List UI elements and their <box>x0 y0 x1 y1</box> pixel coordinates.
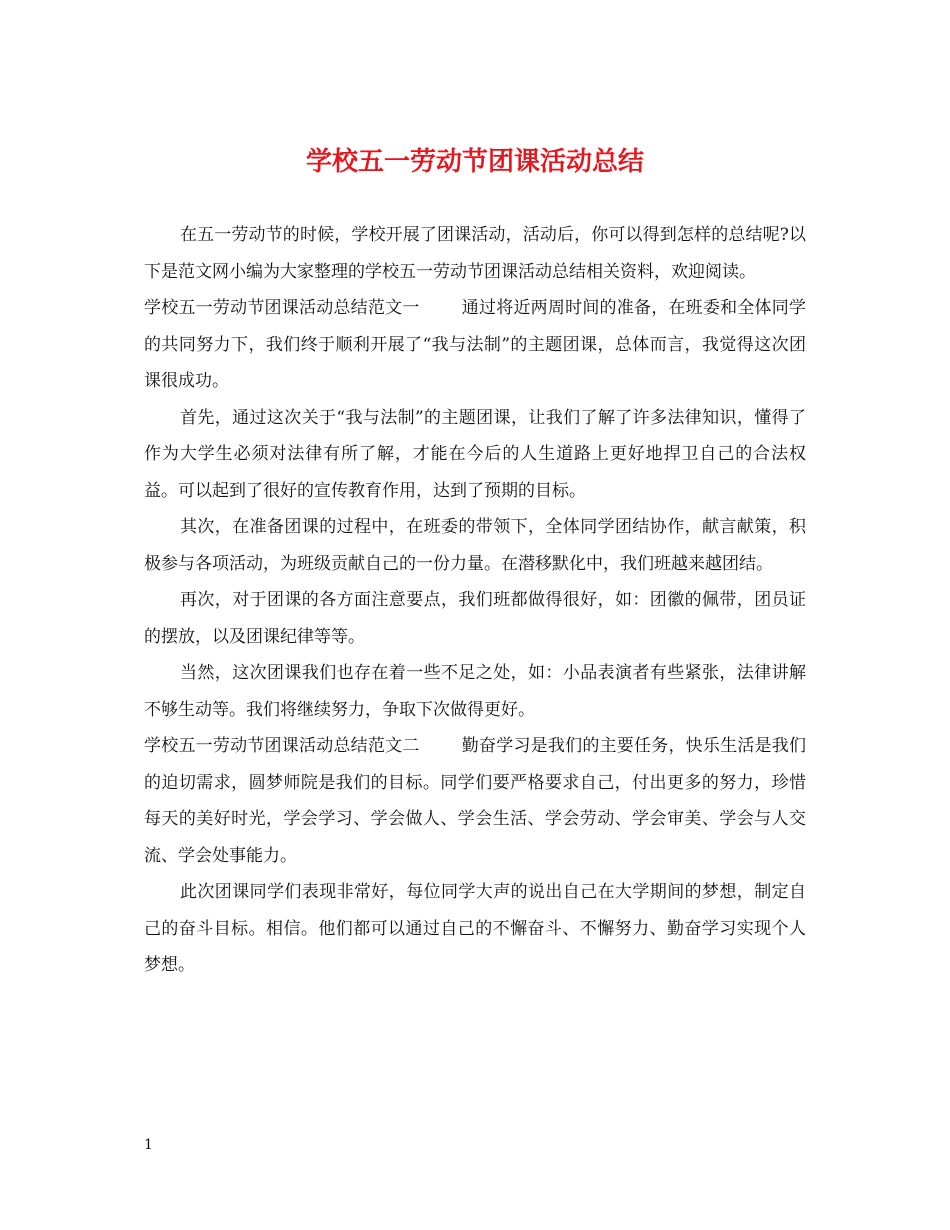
body-paragraph <box>144 509 806 582</box>
document-body <box>144 217 806 984</box>
body-paragraph <box>144 655 806 728</box>
body-paragraph <box>144 874 806 984</box>
paragraph-text: 勤奋学习是我们的主要任务，快乐生活是我们的迫切需求，圆梦师院是我们的目标。同学们要严格要求自己，付出更多的努力，珍惜每天的美好时光，学会学习、学会做人、学会生活、学会劳动、学会审美、学会与人交流、学会处事能力。 <box>144 736 807 866</box>
intro-paragraph <box>144 217 806 290</box>
paragraph-text: 再次，对于团课的各方面注意要点，我们班都做得很好，如：团徽的佩带，团员证的摆放，以及团课纪律等等。 <box>144 590 806 647</box>
section-heading: 学校五一劳动节团课活动总结范文二 <box>144 736 420 756</box>
paragraph-text: 当然，这次团课我们也存在着一些不足之处，如：小品表演者有些紧张，法律讲解不够生动等。我们将继续努力，争取下次做得更好。 <box>144 663 806 720</box>
paragraph-text: 此次团课同学们表现非常好，每位同学大声的说出自己在大学期间的梦想，制定自己的奋斗目标。相信。他们都可以通过自己的不懈奋斗、不懈努力、勤奋学习实现个人梦想。 <box>144 882 806 975</box>
body-paragraph <box>144 400 806 510</box>
paragraph-text: 通过将近两周时间的准备，在班委和全体同学的共同努力下，我们终于顺利开展了“我与法制”的主题团课，总体而言，我觉得这次团课很成功。 <box>144 298 807 391</box>
section-two-paragraph <box>144 728 806 874</box>
document-title: 学校五一劳动节团课活动总结 <box>305 147 644 177</box>
body-paragraph <box>144 582 806 655</box>
paragraph-text: 其次，在准备团课的过程中，在班委的带领下，全体同学团结协作，献言献策，积极参与各项活动，为班级贡献自己的一份力量。在潜移默化中，我们班越来越团结。 <box>144 517 806 574</box>
section-one-paragraph <box>144 290 806 400</box>
paragraph-text: 首先，通过这次关于“我与法制”的主题团课，让我们了解了许多法律知识，懂得了作为大学生必须对法律有所了解，才能在今后的人生道路上更好地捍卫自己的合法权益。可以起到了很好的宣传教育作用，达到了预期的目标。 <box>144 407 806 501</box>
section-heading: 学校五一劳动节团课活动总结范文一 <box>144 298 420 318</box>
page-number: 1 <box>144 1137 153 1153</box>
paragraph-text: 在五一劳动节的时候，学校开展了团课活动，活动后，你可以得到怎样的总结呢?以下是范文网小编为大家整理的学校五一劳动节团课活动总结相关资料，欢迎阅读。 <box>144 225 806 282</box>
